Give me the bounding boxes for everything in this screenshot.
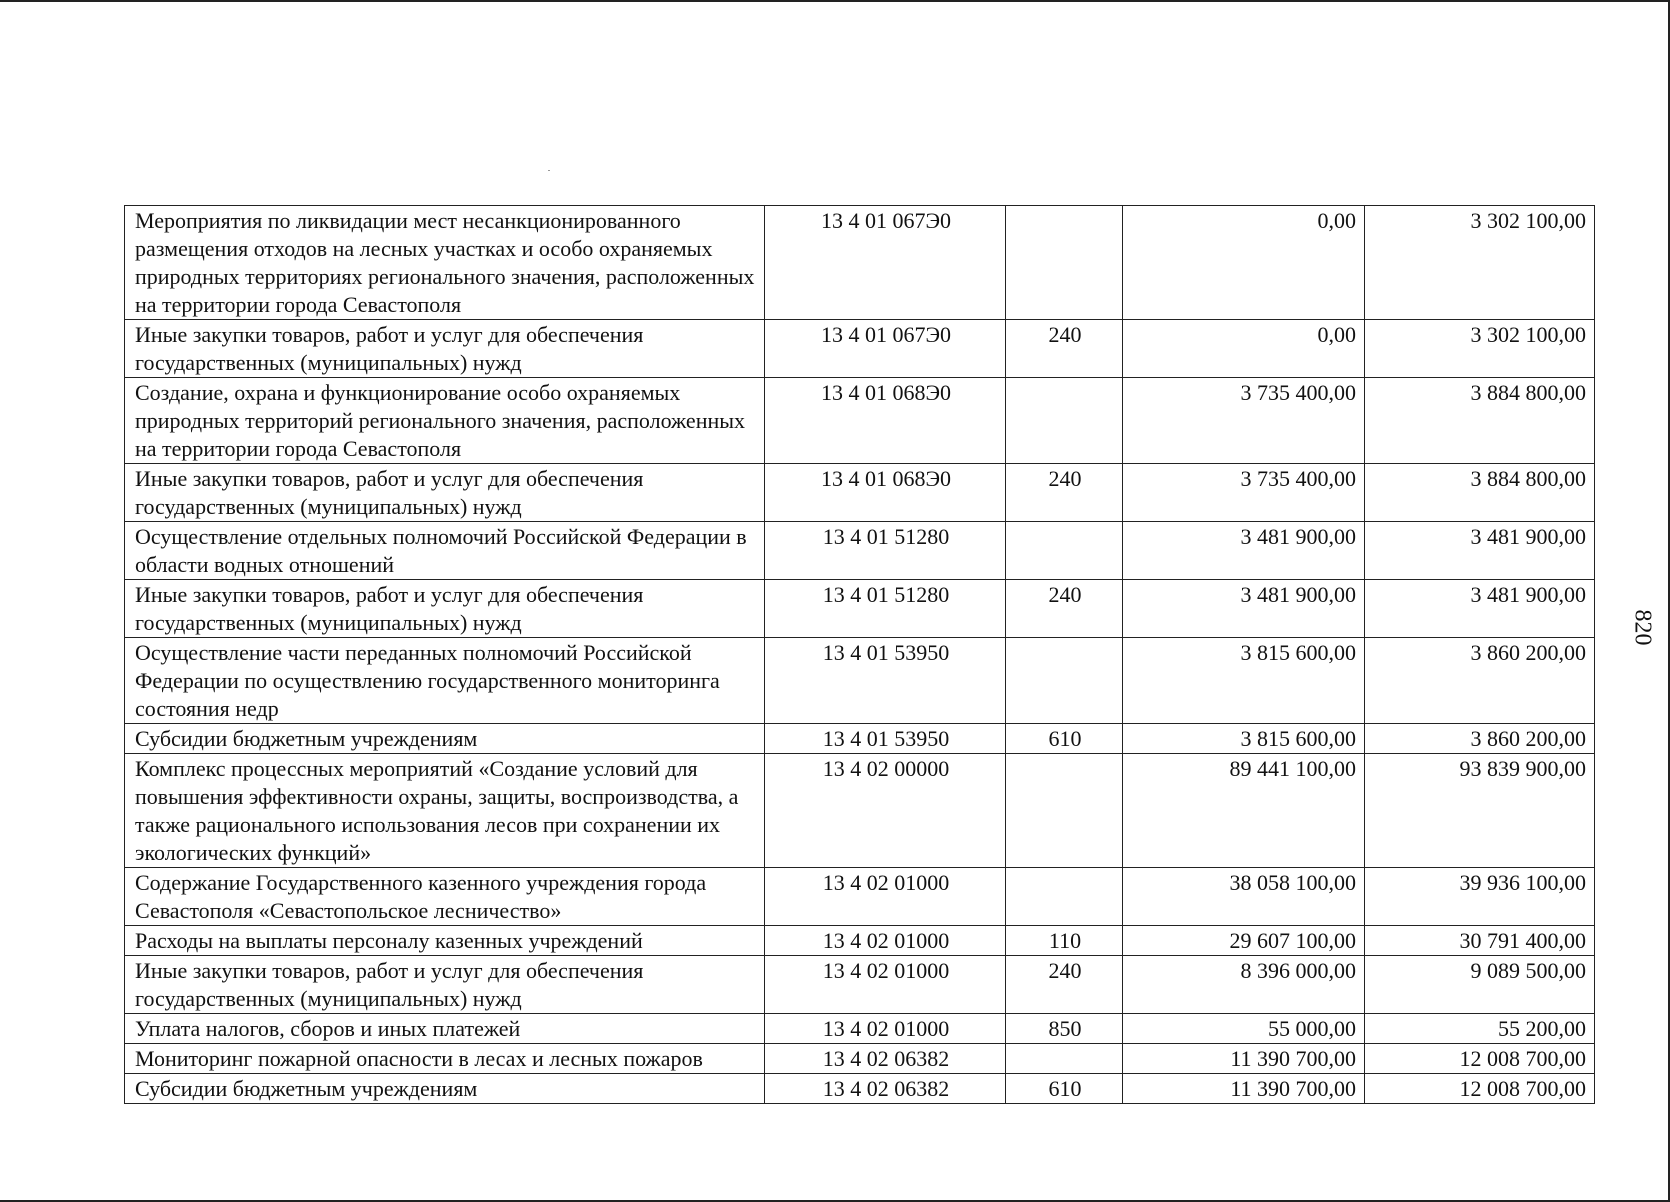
amount-year1-cell: 8 396 000,00 [1123, 956, 1365, 1014]
amount-year2-cell: 30 791 400,00 [1365, 926, 1595, 956]
table-row [125, 320, 1595, 378]
expense-type-cell: 110 [1006, 926, 1123, 956]
target-code-cell: 13 4 01 53950 [765, 724, 1006, 754]
expense-type-cell: 240 [1006, 580, 1123, 638]
target-code-cell: 13 4 02 01000 [765, 926, 1006, 956]
expense-name-cell: Расходы на выплаты персоналу казенных учреждений [125, 926, 765, 956]
target-code-cell: 13 4 01 067Э0 [765, 206, 1006, 320]
target-code-cell: 13 4 02 00000 [765, 754, 1006, 868]
expense-name-cell: Субсидии бюджетным учреждениям [125, 724, 765, 754]
target-code-cell: 13 4 02 06382 [765, 1074, 1006, 1104]
table-row [125, 754, 1595, 868]
expense-type-cell: 240 [1006, 320, 1123, 378]
expense-name-cell: Создание, охрана и функционирование особо охраняемых природных территорий регионального значения, расположенных на территории города Севастополя [125, 378, 765, 464]
expense-type-cell [1006, 638, 1123, 724]
table-row [125, 580, 1595, 638]
amount-year1-cell: 3 481 900,00 [1123, 522, 1365, 580]
amount-year2-cell: 39 936 100,00 [1365, 868, 1595, 926]
expense-name-cell: Иные закупки товаров, работ и услуг для обеспечения государственных (муниципальных) нужд [125, 464, 765, 522]
table-row [125, 926, 1595, 956]
amount-year2-cell: 3 302 100,00 [1365, 206, 1595, 320]
amount-year2-cell: 55 200,00 [1365, 1014, 1595, 1044]
amount-year2-cell: 3 860 200,00 [1365, 724, 1595, 754]
table-row [125, 638, 1595, 724]
amount-year2-cell: 3 884 800,00 [1365, 464, 1595, 522]
table-row [125, 1014, 1595, 1044]
budget-table [124, 205, 1595, 1104]
table-row [125, 868, 1595, 926]
table-row [125, 956, 1595, 1014]
expense-type-cell: 850 [1006, 1014, 1123, 1044]
amount-year1-cell: 3 735 400,00 [1123, 464, 1365, 522]
expense-type-cell [1006, 522, 1123, 580]
amount-year1-cell: 0,00 [1123, 320, 1365, 378]
table-row [125, 1044, 1595, 1074]
amount-year2-cell: 93 839 900,00 [1365, 754, 1595, 868]
table-row [125, 1074, 1595, 1104]
amount-year2-cell: 3 884 800,00 [1365, 378, 1595, 464]
table-row [125, 464, 1595, 522]
amount-year1-cell: 3 481 900,00 [1123, 580, 1365, 638]
expense-type-cell: 240 [1006, 464, 1123, 522]
amount-year1-cell: 55 000,00 [1123, 1014, 1365, 1044]
amount-year1-cell: 3 735 400,00 [1123, 378, 1365, 464]
amount-year1-cell: 11 390 700,00 [1123, 1044, 1365, 1074]
expense-type-cell [1006, 378, 1123, 464]
target-code-cell: 13 4 02 06382 [765, 1044, 1006, 1074]
amount-year1-cell: 11 390 700,00 [1123, 1074, 1365, 1104]
expense-name-cell: Иные закупки товаров, работ и услуг для обеспечения государственных (муниципальных) нужд [125, 956, 765, 1014]
expense-type-cell: 240 [1006, 956, 1123, 1014]
target-code-cell: 13 4 01 067Э0 [765, 320, 1006, 378]
amount-year2-cell: 12 008 700,00 [1365, 1074, 1595, 1104]
expense-type-cell: 610 [1006, 1074, 1123, 1104]
expense-name-cell: Осуществление отдельных полномочий Российской Федерации в области водных отношений [125, 522, 765, 580]
amount-year2-cell: 12 008 700,00 [1365, 1044, 1595, 1074]
expense-name-cell: Уплата налогов, сборов и иных платежей [125, 1014, 765, 1044]
expense-name-cell: Иные закупки товаров, работ и услуг для обеспечения государственных (муниципальных) нужд [125, 320, 765, 378]
amount-year1-cell: 0,00 [1123, 206, 1365, 320]
expense-type-cell: 610 [1006, 724, 1123, 754]
expense-type-cell [1006, 1044, 1123, 1074]
table-row [125, 378, 1595, 464]
expense-name-cell: Осуществление части переданных полномочий Российской Федерации по осуществлению государственного мониторинга состояния недр [125, 638, 765, 724]
target-code-cell: 13 4 01 53950 [765, 638, 1006, 724]
amount-year1-cell: 3 815 600,00 [1123, 724, 1365, 754]
expense-type-cell [1006, 754, 1123, 868]
page-number: 820 [1629, 609, 1656, 646]
target-code-cell: 13 4 01 068Э0 [765, 378, 1006, 464]
table-row [125, 522, 1595, 580]
budget-table-body [125, 206, 1595, 1104]
expense-type-cell [1006, 868, 1123, 926]
expense-name-cell: Содержание Государственного казенного учреждения города Севастополя «Севастопольское лесничество» [125, 868, 765, 926]
expense-name-cell: Иные закупки товаров, работ и услуг для обеспечения государственных (муниципальных) нужд [125, 580, 765, 638]
amount-year2-cell: 3 481 900,00 [1365, 580, 1595, 638]
target-code-cell: 13 4 02 01000 [765, 956, 1006, 1014]
expense-name-cell: Субсидии бюджетным учреждениям [125, 1074, 765, 1104]
target-code-cell: 13 4 02 01000 [765, 1014, 1006, 1044]
table-row [125, 724, 1595, 754]
amount-year1-cell: 89 441 100,00 [1123, 754, 1365, 868]
expense-name-cell: Мониторинг пожарной опасности в лесах и лесных пожаров [125, 1044, 765, 1074]
amount-year2-cell: 9 089 500,00 [1365, 956, 1595, 1014]
amount-year2-cell: 3 860 200,00 [1365, 638, 1595, 724]
expense-name-cell: Комплекс процессных мероприятий «Создание условий для повышения эффективности охраны, защиты, воспроизводства, а также рационального использования лесов при сохранении их экологических функций» [125, 754, 765, 868]
target-code-cell: 13 4 01 068Э0 [765, 464, 1006, 522]
amount-year1-cell: 3 815 600,00 [1123, 638, 1365, 724]
target-code-cell: 13 4 02 01000 [765, 868, 1006, 926]
amount-year2-cell: 3 302 100,00 [1365, 320, 1595, 378]
target-code-cell: 13 4 01 51280 [765, 580, 1006, 638]
amount-year1-cell: 29 607 100,00 [1123, 926, 1365, 956]
target-code-cell: 13 4 01 51280 [765, 522, 1006, 580]
table-row [125, 206, 1595, 320]
amount-year1-cell: 38 058 100,00 [1123, 868, 1365, 926]
amount-year2-cell: 3 481 900,00 [1365, 522, 1595, 580]
expense-name-cell: Мероприятия по ликвидации мест несанкционированного размещения отходов на лесных участках и особо охраняемых природных территориях регионального значения, расположенных на территории города Севастополя [125, 206, 765, 320]
scan-speck [548, 170, 550, 171]
expense-type-cell [1006, 206, 1123, 320]
